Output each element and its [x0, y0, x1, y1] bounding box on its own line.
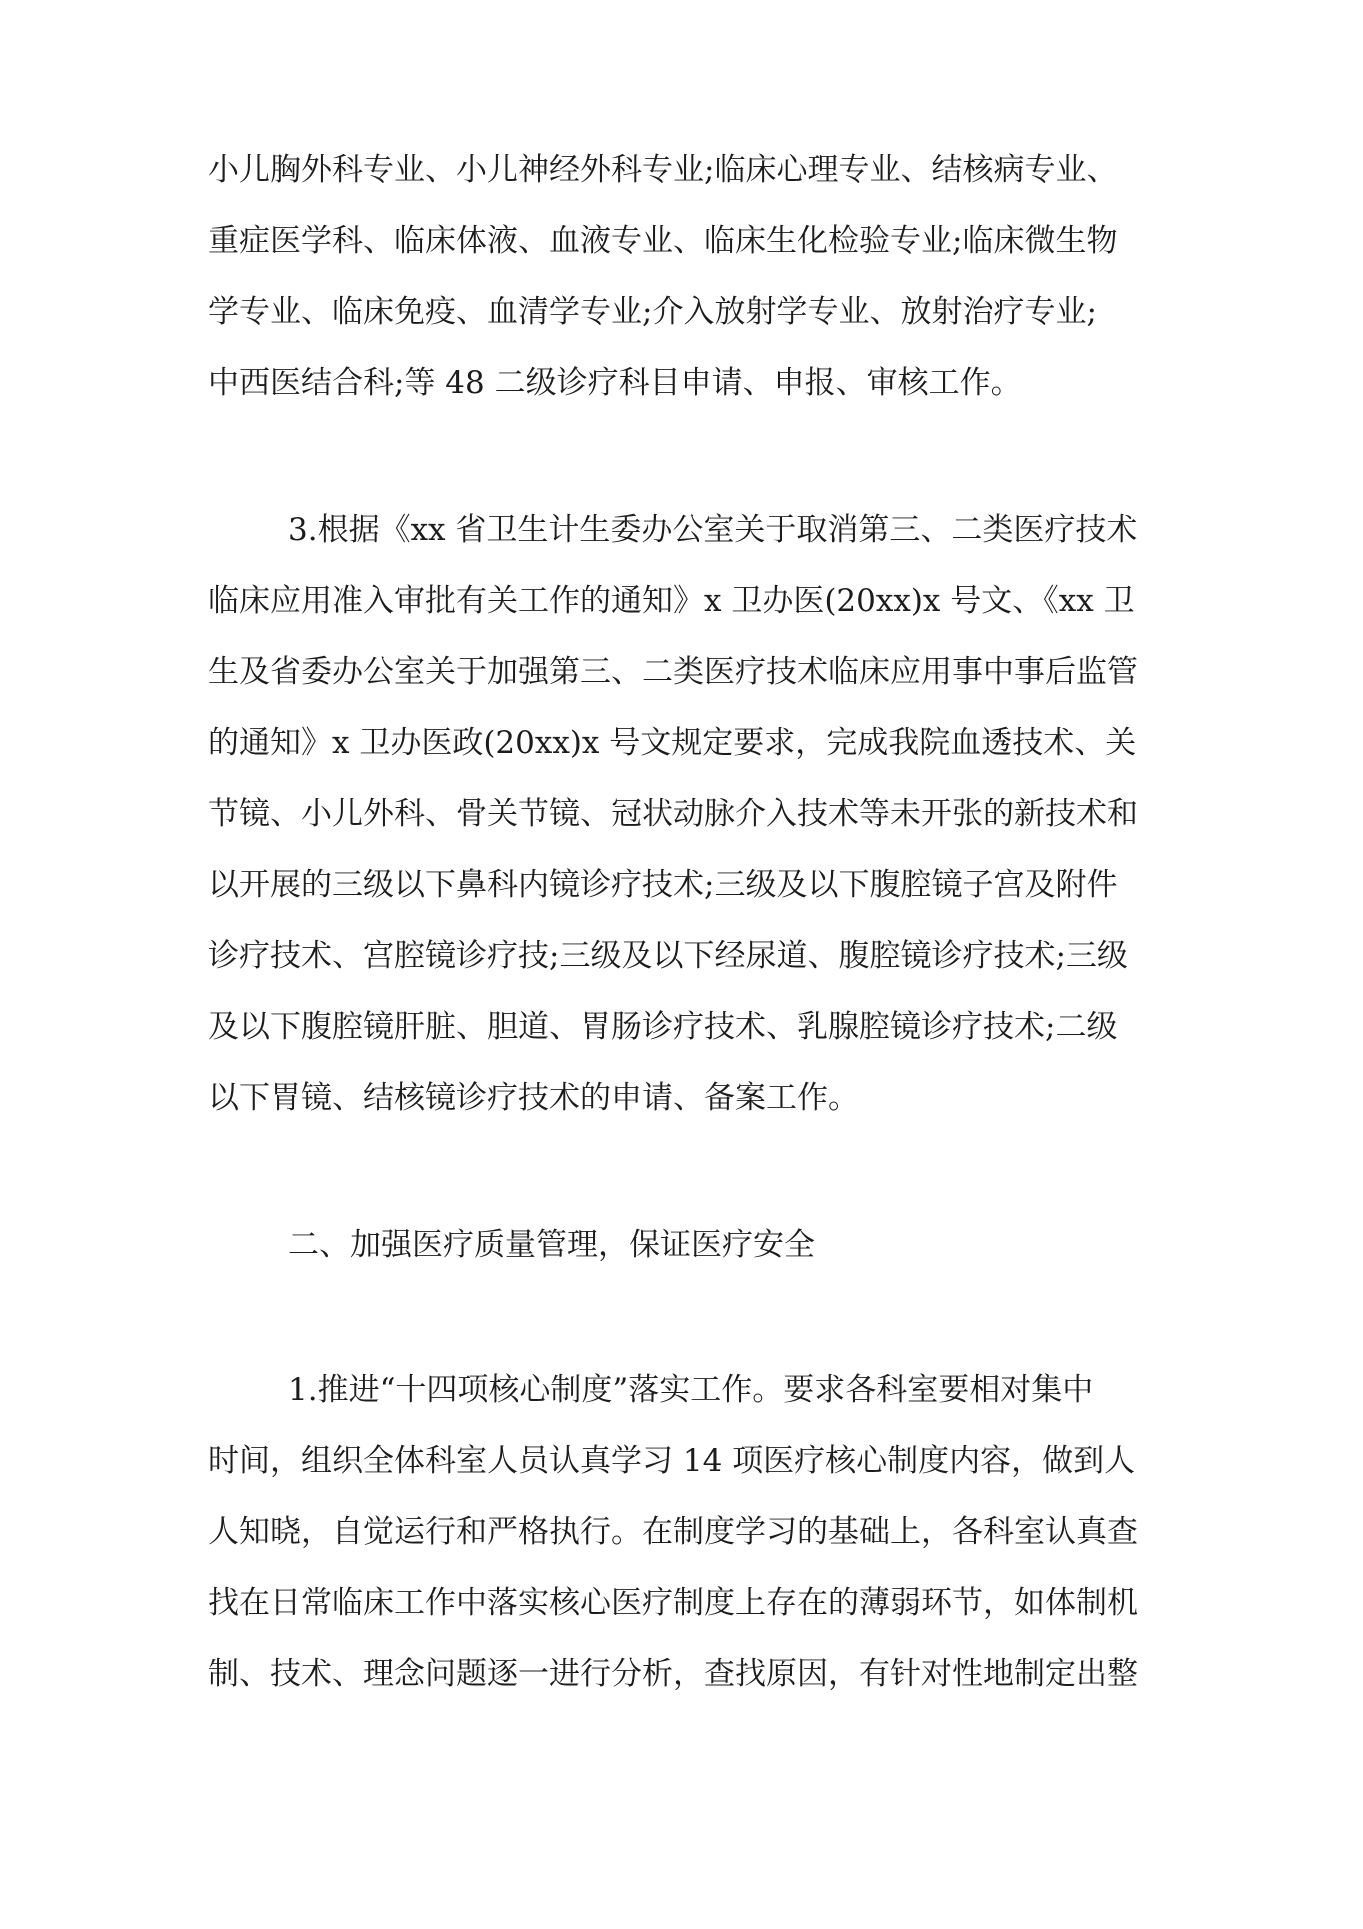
- text-line: 制、技术、理念问题逐一进行分析，查找原因，有针对性地制定出整: [208, 1656, 1138, 1692]
- section-heading: [208, 1210, 1188, 1281]
- text-line: 1.推进“十四项核心制度”落实工作。要求各科室要相对集中: [288, 1372, 1094, 1408]
- paragraph-item-1: [208, 1355, 1188, 1710]
- paragraph-specialty-list: [208, 135, 1188, 419]
- text-line: 人知晓，自觉运行和严格执行。在制度学习的基础上，各科室认真查: [208, 1514, 1138, 1550]
- text-line: 时间，组织全体科室人员认真学习 14 项医疗核心制度内容，做到人: [208, 1443, 1136, 1479]
- section-heading-text: 二、加强医疗质量管理，保证医疗安全: [288, 1227, 815, 1263]
- text-line: 的通知》x 卫办医政(20xx)x 号文规定要求，完成我院血透技术、关: [208, 725, 1137, 761]
- text-line: 及以下腹腔镜肝脏、胆道、胃肠诊疗技术、乳腺腔镜诊疗技术;二级: [208, 1009, 1118, 1045]
- text-line: 中西医结合科;等 48 二级诊疗科目申请、申报、审核工作。: [208, 365, 1022, 401]
- text-line: 重症医学科、临床体液、血液专业、临床生化检验专业;临床微生物: [208, 223, 1118, 259]
- text-line: 以开展的三级以下鼻科内镜诊疗技术;三级及以下腹腔镜子宫及附件: [208, 867, 1118, 903]
- text-line: 找在日常临床工作中落实核心医疗制度上存在的薄弱环节，如体制机: [208, 1585, 1138, 1621]
- text-line: 临床应用准入审批有关工作的通知》x 卫办医(20xx)x 号文、《xx 卫: [208, 583, 1135, 619]
- text-line: 学专业、临床免疫、血清学专业;介入放射学专业、放射治疗专业;: [208, 294, 1097, 330]
- text-line: 节镜、小儿外科、骨关节镜、冠状动脉介入技术等未开张的新技术和: [208, 796, 1138, 832]
- text-line: 生及省委办公室关于加强第三、二类医疗技术临床应用事中事后监管: [208, 654, 1138, 690]
- text-line: 3.根据《xx 省卫生计生委办公室关于取消第三、二类医疗技术: [288, 512, 1138, 548]
- text-line: 诊疗技术、宫腔镜诊疗技;三级及以下经尿道、腹腔镜诊疗技术;三级: [208, 938, 1128, 974]
- text-line: 以下胃镜、结核镜诊疗技术的申请、备案工作。: [208, 1080, 859, 1116]
- text-line: 小儿胸外科专业、小儿神经外科专业;临床心理专业、结核病专业、: [208, 152, 1118, 188]
- paragraph-item-3: [208, 495, 1188, 1134]
